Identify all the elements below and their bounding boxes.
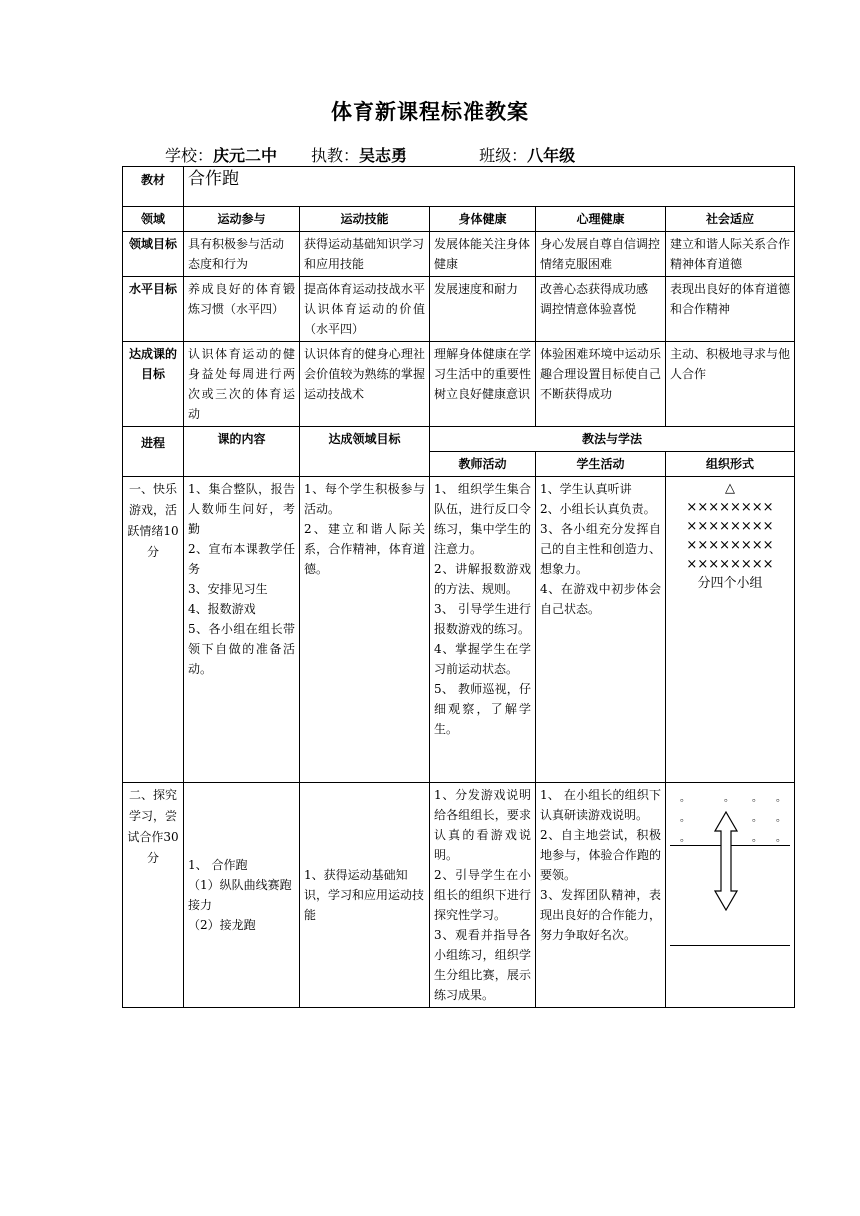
list-item: （2）接龙跑 xyxy=(188,918,256,932)
list-item: 2、引导学生在小组长的组织下进行探究性学习。 xyxy=(434,868,531,922)
position-dot: 。 xyxy=(680,833,690,844)
goal-label: 领域目标 xyxy=(123,232,184,277)
lesson-meta xyxy=(165,143,575,166)
formation-row: ×××××××× xyxy=(686,500,774,515)
level-cell: 养成良好的体育锻炼习惯（水平四） xyxy=(184,277,300,342)
stage1-row xyxy=(123,477,795,783)
position-dot: 。 xyxy=(752,793,762,804)
stage2-name: 二、探究学习，尝试合作30分 xyxy=(123,783,184,1008)
subject-row xyxy=(123,167,795,207)
position-dot: 。 xyxy=(680,813,690,824)
level-cell: 表现出良好的体育道德和合作精神 xyxy=(666,277,795,342)
list-item: 1、分发游戏说明给各组组长，要求认真的看游戏说明。 xyxy=(434,788,531,862)
level-cell: 改善心态获得成功感 调控情意体验喜悦 xyxy=(536,277,666,342)
list-item: 1、 在小组长的组织下认真研读游戏说明。 xyxy=(540,788,661,822)
stage2-teacher xyxy=(430,783,536,1008)
level-label: 水平目标 xyxy=(123,277,184,342)
goal-cell: 身心发展自尊自信调控情绪克服困难 xyxy=(536,232,666,277)
organization-header: 组织形式 xyxy=(666,452,795,477)
stage1-student xyxy=(536,477,666,783)
position-dot: 。 xyxy=(752,833,762,844)
list-item: 1、 合作跑 xyxy=(188,858,248,872)
subject-label: 教材 xyxy=(123,167,184,207)
stage-header: 进程 xyxy=(123,427,184,477)
domain-col: 社会适应 xyxy=(666,207,795,232)
goal-cell: 具有积极参与活动态度和行为 xyxy=(184,232,300,277)
list-item: 3、各小组充分发挥自己的自主性和创造力、想象力。 xyxy=(540,522,661,576)
stage2-formation xyxy=(666,783,795,1008)
list-item: 2、小组长认真负责。 xyxy=(540,502,656,516)
domain-col: 运动参与 xyxy=(184,207,300,232)
list-item: 3、安排见习生 xyxy=(188,582,268,596)
list-item: 3、观看并指导各小组练习，组织学生分组比赛，展示练习成果。 xyxy=(434,928,531,1002)
list-item: 4、报数游戏 xyxy=(188,602,256,616)
formation-divider xyxy=(670,945,790,946)
list-item: 5、 教师巡视，仔细观察，了解学生。 xyxy=(434,682,531,736)
domain-col: 运动技能 xyxy=(300,207,430,232)
list-item: 1、 组织学生集合队伍，进行反口令练习，集中学生的注意力。 xyxy=(434,482,531,556)
domain-col: 心理健康 xyxy=(536,207,666,232)
stage2-content xyxy=(184,783,300,1008)
domain-row xyxy=(123,207,795,232)
list-item: 1、集合整队，报告人数师生问好，考勤 xyxy=(188,482,295,536)
position-dot: 。 xyxy=(776,833,786,844)
position-dot: 。 xyxy=(776,813,786,824)
teacher-activity-header: 教师活动 xyxy=(430,452,536,477)
class-label: 班级： xyxy=(479,146,528,165)
stage1-content xyxy=(184,477,300,783)
method-header: 教法与学法 xyxy=(430,427,795,452)
content-header: 课的内容 xyxy=(184,427,300,477)
stage1-goal xyxy=(300,477,430,783)
formation-row: ×××××××× xyxy=(686,538,774,553)
class-value: 八年级 xyxy=(527,146,576,165)
position-dot: 。 xyxy=(680,793,690,804)
list-item: 2、建立和谐人际关系，合作精神，体育道德。 xyxy=(304,522,425,576)
goal-cell: 发展体能关注身体健康 xyxy=(430,232,536,277)
position-dot: 。 xyxy=(752,813,762,824)
goal-cell: 获得运动基础知识学习和应用技能 xyxy=(300,232,430,277)
list-item: 2、自主地尝试，积极地参与，体验合作跑的要领。 xyxy=(540,828,661,882)
stage2-goal xyxy=(300,783,430,1008)
student-activity-header: 学生活动 xyxy=(536,452,666,477)
achieve-cell: 认识体育运动的健身益处每周进行两次或三次的体育运动 xyxy=(184,342,300,427)
page-title: 体育新课程标准教案 xyxy=(331,100,529,124)
achieve-cell: 认识体育的健身心理社会价值较为熟练的掌握运动技战术 xyxy=(300,342,430,427)
list-item: 4、掌握学生在学习前运动状态。 xyxy=(434,642,531,676)
list-item: 5、各小组在组长带领下自做的准备活动。 xyxy=(188,622,295,676)
process-header-row xyxy=(123,427,795,452)
list-item: 1、学生认真听讲 xyxy=(540,482,632,496)
domain-col: 身体健康 xyxy=(430,207,536,232)
achieve-label: 达成课的目标 xyxy=(123,342,184,427)
level-row xyxy=(123,277,795,342)
stage2-student xyxy=(536,783,666,1008)
achieve-cell: 体验困难环境中运动乐趣合理设置目标使自己不断获得成功 xyxy=(536,342,666,427)
achieve-cell: 理解身体健康在学习生活中的重要性树立良好健康意识 xyxy=(430,342,536,427)
school-label: 学校： xyxy=(165,146,214,165)
teacher-label: 执教： xyxy=(311,146,360,165)
list-item: 1、每个学生积极参与活动。 xyxy=(304,482,425,516)
domain-label: 领域 xyxy=(123,207,184,232)
teacher-value: 吴志勇 xyxy=(359,146,408,165)
list-item: 4、在游戏中初步体会自己状态。 xyxy=(540,582,661,616)
formation-row: ×××××××× xyxy=(686,519,774,534)
list-item: （1）纵队曲线赛跑接力 xyxy=(188,878,292,912)
stage1-teacher xyxy=(430,477,536,783)
list-item: 1、获得运动基础知识，学习和应用运动技能 xyxy=(304,868,425,922)
level-cell: 发展速度和耐力 xyxy=(430,277,536,342)
level-cell: 提高体育运动技战水平认识体育运动的价值（水平四） xyxy=(300,277,430,342)
goal-header: 达成领域目标 xyxy=(300,427,430,477)
stage1-formation xyxy=(666,477,795,783)
position-dot: 。 xyxy=(724,793,734,804)
school-value: 庆元二中 xyxy=(213,146,278,165)
position-dot: 。 xyxy=(776,793,786,804)
goal-cell: 建立和谐人际关系合作精神体育道德 xyxy=(666,232,795,277)
stage2-row xyxy=(123,783,795,1008)
list-item: 3、 引导学生进行报数游戏的练习。 xyxy=(434,602,531,636)
list-item: 2、讲解报数游戏的方法、规则。 xyxy=(434,562,531,596)
formation-caption: 分四个小组 xyxy=(697,576,763,591)
achieve-row xyxy=(123,342,795,427)
formation-row: ×××××××× xyxy=(686,557,774,572)
subject-value: 合作跑 xyxy=(184,167,795,207)
double-arrow-icon xyxy=(714,811,738,911)
list-item: 3、发挥团队精神，表现出良好的合作能力，努力争取好名次。 xyxy=(540,888,661,942)
stage1-name: 一、快乐游戏，活跃情绪10分 xyxy=(123,477,184,783)
achieve-cell: 主动、积极地寻求与他人合作 xyxy=(666,342,795,427)
goal-row xyxy=(123,232,795,277)
lesson-plan-table xyxy=(122,166,795,1008)
list-item: 2、宣布本课教学任务 xyxy=(188,542,295,576)
teacher-mark-icon: △ xyxy=(725,481,735,496)
